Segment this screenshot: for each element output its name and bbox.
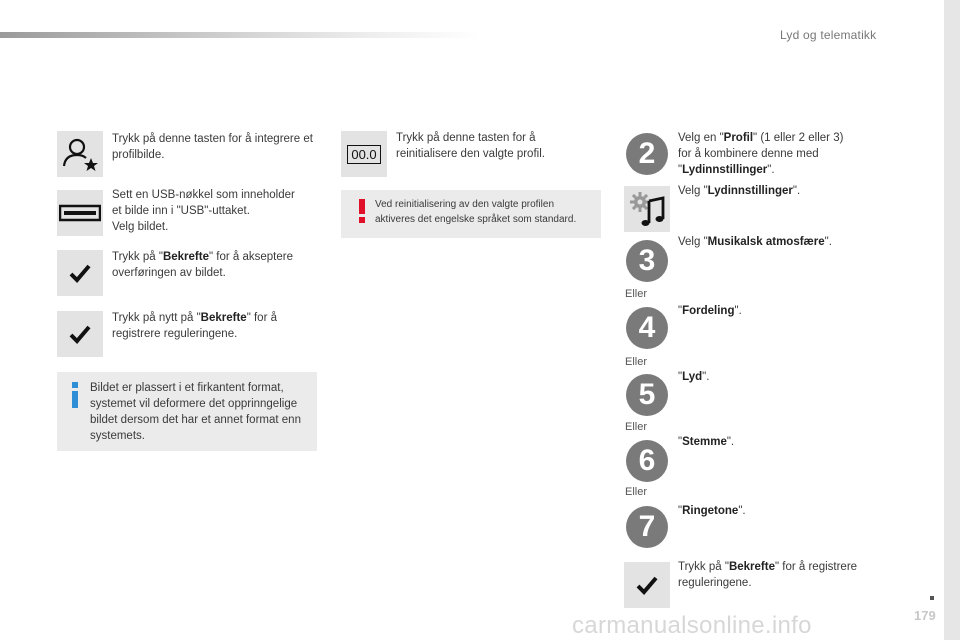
ringtone-label: Ringetone bbox=[682, 505, 739, 517]
text-post: ". bbox=[738, 505, 746, 517]
sound-settings-label: Lydinnstillinger bbox=[707, 185, 793, 197]
voice-label: Stemme bbox=[682, 436, 727, 448]
confirm-button-3[interactable] bbox=[624, 562, 670, 608]
header-gradient-bar bbox=[0, 32, 480, 38]
text-pre: Trykk på " bbox=[112, 251, 163, 263]
step-register-text bbox=[112, 310, 312, 342]
reset-display-icon: 00.0 bbox=[347, 145, 380, 164]
step-ringtone-text bbox=[678, 503, 828, 519]
step-number-5: 5 bbox=[626, 374, 668, 416]
sound-settings-label: Lydinnstillinger bbox=[682, 164, 768, 176]
confirm-label: Bekrefte bbox=[728, 561, 775, 573]
page-number: 179 bbox=[914, 608, 936, 623]
checkmark-icon bbox=[636, 575, 658, 595]
text-pre: " bbox=[678, 371, 683, 383]
confirm-button[interactable] bbox=[57, 250, 103, 296]
confirm-label: Bekrefte bbox=[162, 251, 209, 263]
text-pre: Velg en " bbox=[678, 132, 724, 144]
profile-picture-button[interactable] bbox=[57, 131, 103, 177]
text-post: " for å registrere reguleringene. bbox=[112, 312, 277, 340]
warning-note-text: Ved reinitialisering av den valgte profilen aktiveres det engelske språket som standard. bbox=[375, 199, 577, 225]
text-pre: Trykk på " bbox=[678, 561, 729, 573]
step-number-3: 3 bbox=[626, 240, 668, 282]
page-edge-band bbox=[944, 0, 960, 640]
text-post: ". bbox=[824, 236, 832, 248]
step-usb-line-3: Velg bildet. bbox=[112, 221, 169, 233]
warning-icon bbox=[358, 199, 366, 223]
text-mid: " (1 eller 2 eller 3) for å kombinere denne med " bbox=[678, 132, 844, 176]
step-profile-picture-text: Trykk på denne tasten for å integrere et profilbilde. bbox=[112, 133, 313, 161]
profile-star-icon bbox=[60, 134, 100, 174]
text-pre: " bbox=[678, 305, 683, 317]
sound-settings-button[interactable] bbox=[624, 186, 670, 232]
step-usb-text bbox=[112, 187, 327, 235]
or-label: Eller bbox=[625, 421, 648, 433]
text-post: " for å akseptere overføringen av bildet. bbox=[112, 251, 293, 279]
info-note-text: Bildet er plassert i et firkantent format, systemet vil deformere det opprinngelige bildet dersom det har et annet format enn systemets. bbox=[90, 382, 301, 442]
or-label: Eller bbox=[625, 288, 648, 300]
step-accept-text bbox=[112, 249, 322, 281]
step-usb-line-1: Sett en USB-nøkkel som inneholder bbox=[112, 189, 295, 201]
step-number-6: 6 bbox=[626, 440, 668, 482]
text-post: ". bbox=[767, 164, 775, 176]
text-post: ". bbox=[702, 371, 710, 383]
text-pre: " bbox=[678, 505, 683, 517]
step-ambience-text bbox=[678, 234, 878, 250]
step-balance-text bbox=[678, 303, 828, 319]
watermark: carmanualsonline.info bbox=[572, 612, 812, 639]
text-post: ". bbox=[792, 185, 801, 197]
text-pre: Trykk på nytt på " bbox=[112, 312, 201, 324]
step-number-4: 4 bbox=[626, 307, 668, 349]
text-post: ". bbox=[734, 305, 742, 317]
profile-label: Profil bbox=[723, 132, 754, 144]
step-confirm-text bbox=[678, 559, 883, 591]
sound-label: Lyd bbox=[682, 371, 703, 383]
reset-profile-button[interactable] bbox=[341, 131, 387, 177]
info-note bbox=[57, 372, 317, 451]
step-usb-line-2: et bilde inn i "USB"-uttaket. bbox=[112, 205, 250, 217]
page-marker bbox=[930, 596, 934, 600]
settings-music-icon bbox=[627, 189, 667, 229]
ambience-label: Musikalsk atmosfære bbox=[707, 236, 825, 248]
text-pre: " bbox=[678, 436, 683, 448]
step-sound-text bbox=[678, 369, 828, 385]
step-number-7: 7 bbox=[626, 506, 668, 548]
step-number-2: 2 bbox=[626, 133, 668, 175]
step-profile-select-text bbox=[678, 130, 853, 178]
step-reset-text: Trykk på denne tasten for å reinitialisere den valgte profil. bbox=[396, 132, 545, 160]
step-voice-text bbox=[678, 434, 828, 450]
checkmark-icon bbox=[69, 263, 91, 283]
or-label: Eller bbox=[625, 356, 648, 368]
checkmark-icon bbox=[69, 324, 91, 344]
usb-slot-icon bbox=[59, 203, 101, 223]
confirm-button-2[interactable] bbox=[57, 311, 103, 357]
step-sound-settings-text bbox=[678, 183, 853, 199]
warning-note bbox=[341, 190, 601, 238]
text-post: " for å registrere reguleringene. bbox=[678, 561, 858, 589]
confirm-label: Bekrefte bbox=[200, 312, 247, 324]
section-title: Lyd og telematikk bbox=[780, 28, 877, 42]
text-pre: Velg " bbox=[678, 236, 708, 248]
text-pre: Velg " bbox=[678, 185, 708, 197]
info-icon bbox=[70, 382, 80, 408]
usb-button[interactable] bbox=[57, 190, 103, 236]
balance-label: Fordeling bbox=[682, 305, 735, 317]
text-post: ". bbox=[726, 436, 735, 448]
or-label: Eller bbox=[625, 486, 648, 498]
